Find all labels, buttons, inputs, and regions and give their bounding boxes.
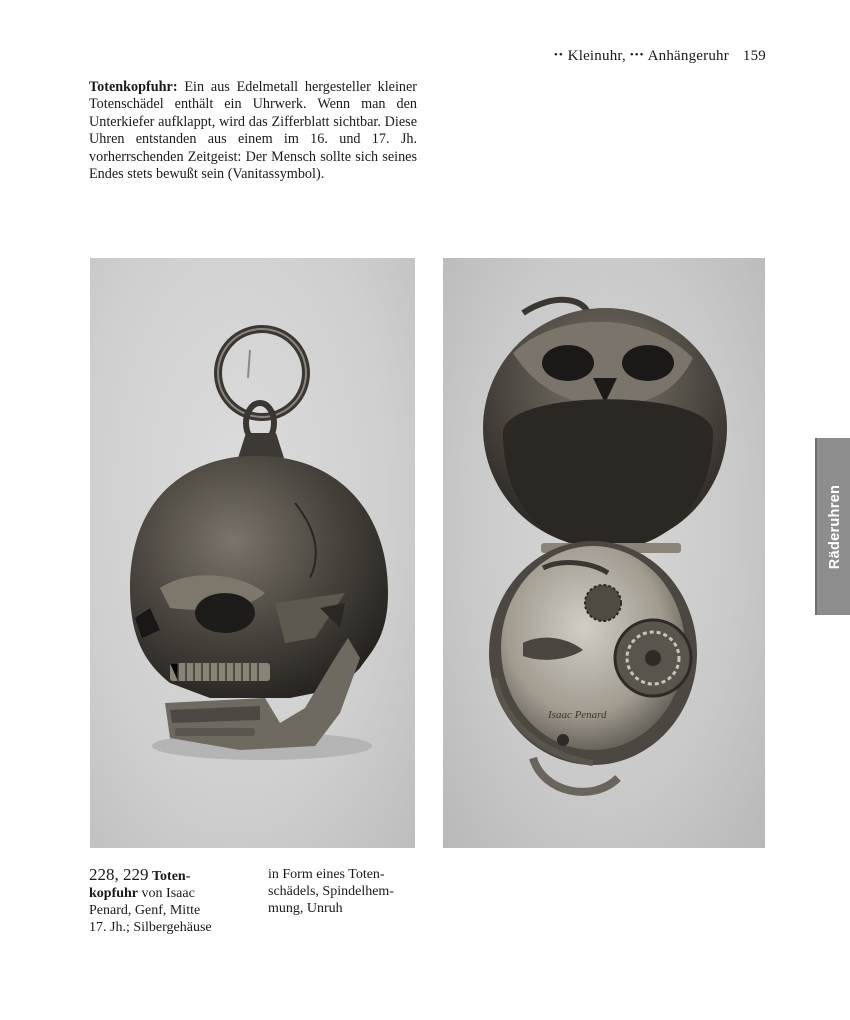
intro-paragraph	[89, 79, 417, 183]
photo-skull-watch-open	[443, 258, 765, 848]
running-header	[554, 48, 766, 65]
section-dots: •••	[629, 49, 645, 61]
skull-watch-closed-illustration	[90, 258, 415, 848]
intro-text: Ein aus Edelmetall hergesteller kleiner Totenschädel enthält ein Uhrwerk. Wenn man den Unterkiefer aufklappt, wird das Zifferblatt sichtbar. Diese Uhren entstanden aus einem im 16. und 17. Jh. vorherrschenden Zeitgeist: Der Mensch sollte sich seines Endes stets bewußt sein (Vanitassymbol).	[89, 79, 417, 183]
caption-lemma: Toten-	[152, 869, 191, 884]
caption-text: schädels, Spindelhem-	[268, 884, 394, 899]
caption-text: mung, Unruh	[268, 901, 343, 916]
caption-lemma: kopfuhr	[89, 886, 139, 901]
figure-numbers: 228, 229	[89, 865, 149, 884]
caption-text: Penard, Genf, Mitte	[89, 903, 201, 918]
caption-text: in Form eines Toten-	[268, 867, 385, 882]
figure-caption-right	[268, 866, 428, 917]
caption-text: von Isaac	[138, 886, 195, 901]
caption-text: 17. Jh.; Silbergehäuse	[89, 920, 212, 935]
photo-skull-watch-closed	[90, 258, 415, 848]
section-dots: ••	[554, 49, 564, 61]
thumb-index-tab	[815, 438, 850, 615]
page-number: 159	[742, 48, 766, 64]
section-label: Kleinuhr,	[567, 48, 626, 64]
skull-watch-open-illustration	[443, 258, 765, 848]
section-label: Anhängeruhr	[647, 48, 729, 64]
thumb-index-label: Räderuhren	[826, 484, 843, 569]
figure-caption-left	[89, 866, 249, 936]
intro-lemma: Totenkopfuhr:	[89, 79, 178, 95]
engraved-signature: Isaac Penard	[548, 709, 607, 721]
